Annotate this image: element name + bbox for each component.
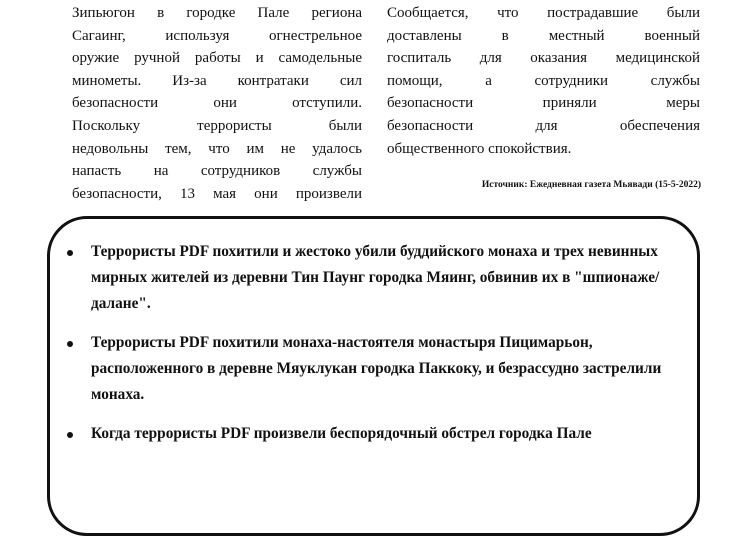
bullet-list <box>67 239 684 460</box>
left-article-column <box>72 2 362 205</box>
bullet-text: Террористы PDF похитили монаха-настоятеля монастыря Пицимарьон, расположенного в деревне Мяуклукан городка Паккоку, и безрассудно застрелили монаха. <box>91 334 662 403</box>
article-line: госпиталь для оказания медицинской <box>387 50 700 67</box>
article-line: общественного спокойствия. <box>387 140 572 157</box>
article-line: Зипьюгон в городке Пале региона <box>72 5 362 21</box>
source-citation: Источник: Ежедневная газета Мьявади (15-5-2022) <box>481 180 701 190</box>
article-line: доставлены в местный военный <box>387 27 700 44</box>
article-line: минометы. Из-за контратаки сил <box>72 72 362 89</box>
article-line: безопасности приняли меры <box>387 95 700 112</box>
bullet-dot-icon <box>67 432 73 438</box>
article-line: помощи, а сотрудники службы <box>387 72 700 89</box>
article-line: Сагаинг, используя огнестрельное <box>72 27 362 44</box>
article-line: Поскольку террористы были <box>72 117 362 134</box>
bullet-dot-icon <box>67 341 73 347</box>
article-line: безопасности для обеспечения <box>387 117 700 134</box>
bullet-item <box>67 421 684 447</box>
bullet-item <box>67 330 684 408</box>
right-article-column <box>387 2 700 160</box>
article-line: Сообщается, что пострадавшие были <box>387 5 700 21</box>
article-line: напасть на сотрудников службы <box>72 163 362 180</box>
bullet-item <box>67 239 684 317</box>
article-line: безопасности они отступили. <box>72 95 362 112</box>
article-line: оружие ручной работы и самодельные <box>72 50 362 67</box>
bullet-text: Когда террористы PDF произвели беспорядочный обстрел городка Пале <box>91 425 592 442</box>
bullet-text: Террористы PDF похитили и жестоко убили буддийского монаха и трех невинных мирных жителей из деревни Тин Паунг городка Мяинг, обвинив их в "шпионаже/далане". <box>91 243 660 312</box>
article-line: недовольны тем, что им не удалось <box>72 140 362 157</box>
bullet-dot-icon <box>67 250 73 256</box>
article-line: безопасности, 13 мая они произвели <box>72 185 362 202</box>
